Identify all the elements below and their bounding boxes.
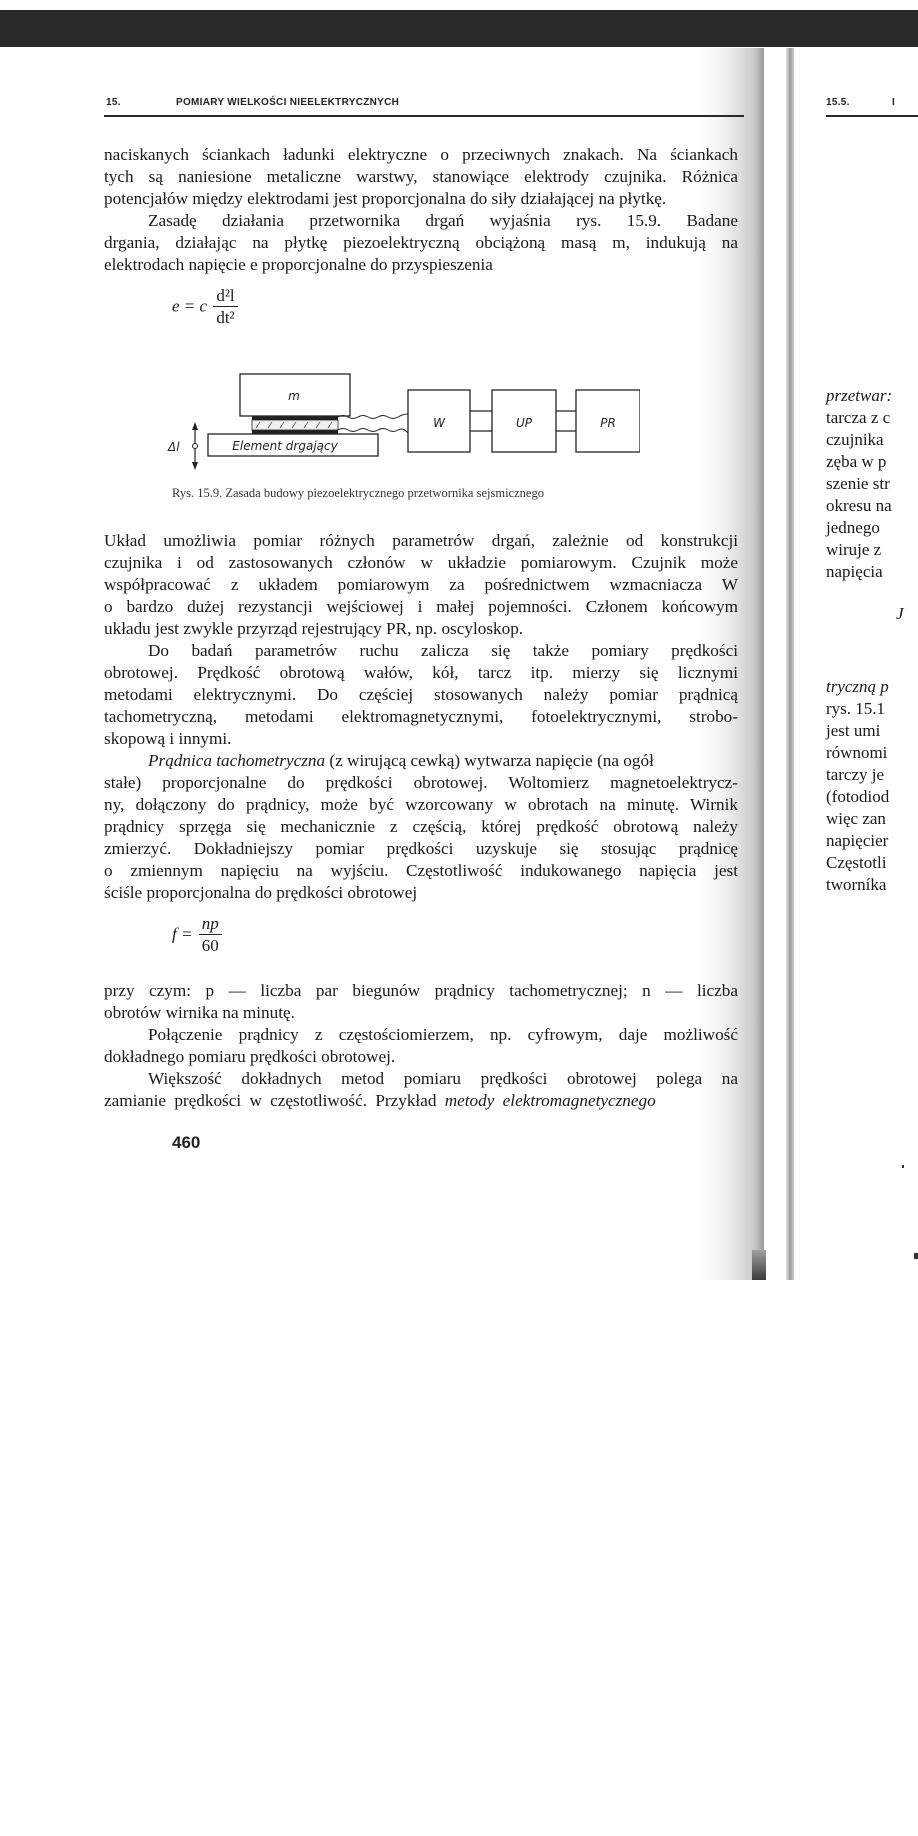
right-page-line: czujnika xyxy=(826,430,884,449)
right-page-line: równomi xyxy=(826,743,888,762)
block-up-label: UP xyxy=(515,416,533,430)
vibrating-element-label: Element drgający xyxy=(232,439,338,453)
formula-acceleration xyxy=(172,286,238,329)
body-line: układu jest zwykle przyrząd rejestrujący PR, np. oscyloskop. xyxy=(104,619,524,638)
body-line: Prądnica tachometryczna (z wirującą cewką) wytwarza napięcie (na ogół xyxy=(148,751,654,770)
formula-fraction xyxy=(199,914,222,957)
gutter-fold xyxy=(786,48,794,1280)
body-line: obrotów wirnika na minutę. xyxy=(104,1003,295,1022)
body-line: obrotowej. Prędkość obrotową wałów, kół, tarcz itp. mierzy się licznymi xyxy=(104,663,738,682)
formula-fraction xyxy=(213,286,237,329)
right-page-line: tworníka xyxy=(826,875,887,894)
body-line: elektrodach napięcie e proporcjonalne do przyspieszenia xyxy=(104,255,493,274)
scan-speck xyxy=(902,1165,904,1168)
body-line: metodami elektrycznymi. Do częściej stosowanych należy pomiar prądnicą xyxy=(104,685,738,704)
formula-lhs: e = c xyxy=(172,296,208,316)
spine-shadow-corner xyxy=(752,1250,766,1280)
body-line: stałe) proporcjonalne do prędkości obrotowej. Woltomierz magnetoelektrycz- xyxy=(104,773,738,792)
figure-caption: Rys. 15.9. Zasada budowy piezoelektrycznego przetwornika sejsmicznego xyxy=(172,486,544,500)
right-page-line: zęba w p xyxy=(826,452,887,471)
body-line: skopową i innymi. xyxy=(104,729,232,748)
right-page-line: tarczy je xyxy=(826,765,885,784)
term-metody: metody elektromagnetycznego xyxy=(444,1091,656,1110)
block-pr-label: PR xyxy=(600,416,616,430)
term-pradnica: Prądnica tachometryczna xyxy=(148,751,326,770)
right-page-line: okresu na xyxy=(826,496,892,515)
body-line: zamianie prędkości w częstotliwość. Przykład metody elektromagnetycznego xyxy=(104,1091,656,1110)
body-line: ściśle proporcjonalna do prędkości obrotowej xyxy=(104,883,418,902)
right-page-line: tryczną p xyxy=(826,677,889,696)
delta-l-label: Δl xyxy=(168,440,180,454)
right-section-title: I xyxy=(892,97,896,108)
right-page-line: (fotodiod xyxy=(826,787,890,806)
scan-top-border xyxy=(0,10,918,47)
formula-numerator: d²l xyxy=(213,286,237,307)
right-section-number: 15.5. xyxy=(826,97,850,108)
body-line: naciskanych ściankach ładunki elektryczne o przeciwnych znakach. Na ściankach xyxy=(104,145,738,164)
formula-denominator: 60 xyxy=(201,936,219,955)
right-header-rule xyxy=(826,115,918,117)
page-number: 460 xyxy=(172,1133,201,1152)
body-line: dokładnego pomiaru prędkości obrotowej. xyxy=(104,1047,396,1066)
formula-frequency xyxy=(172,914,222,957)
body-line: Większość dokładnych metod pomiaru prędkości obrotowej polega na xyxy=(148,1069,738,1088)
header-rule xyxy=(104,115,744,117)
right-page-line: tarcza z c xyxy=(826,408,891,427)
right-page-line: więc zan xyxy=(826,809,886,828)
right-page-line: napięcia xyxy=(826,562,883,581)
chapter-number: 15. xyxy=(106,97,121,108)
body-line: ny, dołączony do prądnicy, może być wzorcowany w obrotach na minutę. Wirnik xyxy=(104,795,738,814)
body-line: tych są naniesione metaliczne warstwy, stanowiące elektrody czujnika. Różnica xyxy=(104,167,738,186)
right-page-line: napięcier xyxy=(826,831,889,850)
body-line: prądnicy sprzęga się mechanicznie z częścią, której prędkość obrotową należy xyxy=(104,817,738,836)
body-line: Układ umożliwia pomiar różnych parametrów drgań, zależnie od konstrukcji xyxy=(104,531,738,550)
body-line: Do badań parametrów ruchu zalicza się także pomiary prędkości xyxy=(148,641,738,660)
body-line: drgania, działając na płytkę piezoelektryczną obciążoną masą m, indukują na xyxy=(104,233,738,252)
right-page-line: jednego xyxy=(826,518,880,537)
body-line: o bardzo dużej rezystancji wejściowej i małej pojemności. Członem końcowym xyxy=(104,597,738,616)
body-line: Połączenie prądnicy z częstościomierzem, np. cyfrowym, daje możliwość xyxy=(148,1025,738,1044)
right-page-line: wiruje z xyxy=(826,540,882,559)
figure-piezo-transducer xyxy=(160,370,640,480)
block-w-label: W xyxy=(433,416,445,430)
chapter-title: POMIARY WIELKOŚCI NIEELEKTRYCZNYCH xyxy=(176,97,400,108)
formula-numerator: np xyxy=(199,914,222,935)
body-line: Zasadę działania przetwornika drgań wyjaśnia rys. 15.9. Badane xyxy=(148,211,738,230)
right-page-line: szenie str xyxy=(826,474,890,493)
body-line: współpracować z układem pomiarowym za pośrednictwem wzmacniacza W xyxy=(104,575,738,594)
right-page-line: rys. 15.1 xyxy=(826,699,886,718)
right-page-line: jest umi xyxy=(826,721,881,740)
body-line: przy czym: p — liczba par biegunów prądnicy tachometrycznej; n — liczba xyxy=(104,981,738,1000)
right-page-line: Częstotli xyxy=(826,853,887,872)
right-page-line: przetwar: xyxy=(826,386,893,405)
body-line: zmierzyć. Dokładniejszy pomiar prędkości uzyskuje się stosując prądnicę xyxy=(104,839,738,858)
formula-denominator: dt² xyxy=(216,308,235,327)
body-line: czujnika i od zastosowanych członów w układzie pomiarowym. Czujnik może xyxy=(104,553,738,572)
body-line: tachometryczną, metodami elektromagnetycznymi, fotoelektrycznymi, strobo- xyxy=(104,707,738,726)
scan-speck xyxy=(914,1253,918,1259)
mass-label: m xyxy=(288,389,300,403)
body-line: potencjałów między elektrodami jest proporcjonalna do siły działającej na płytkę. xyxy=(104,189,667,208)
body-line: o zmiennym napięciu na wyjściu. Częstotliwość indukowanego napięcia jest xyxy=(104,861,738,880)
formula-lhs: f = xyxy=(172,924,193,944)
right-page-formula-fragment: J xyxy=(896,604,904,623)
